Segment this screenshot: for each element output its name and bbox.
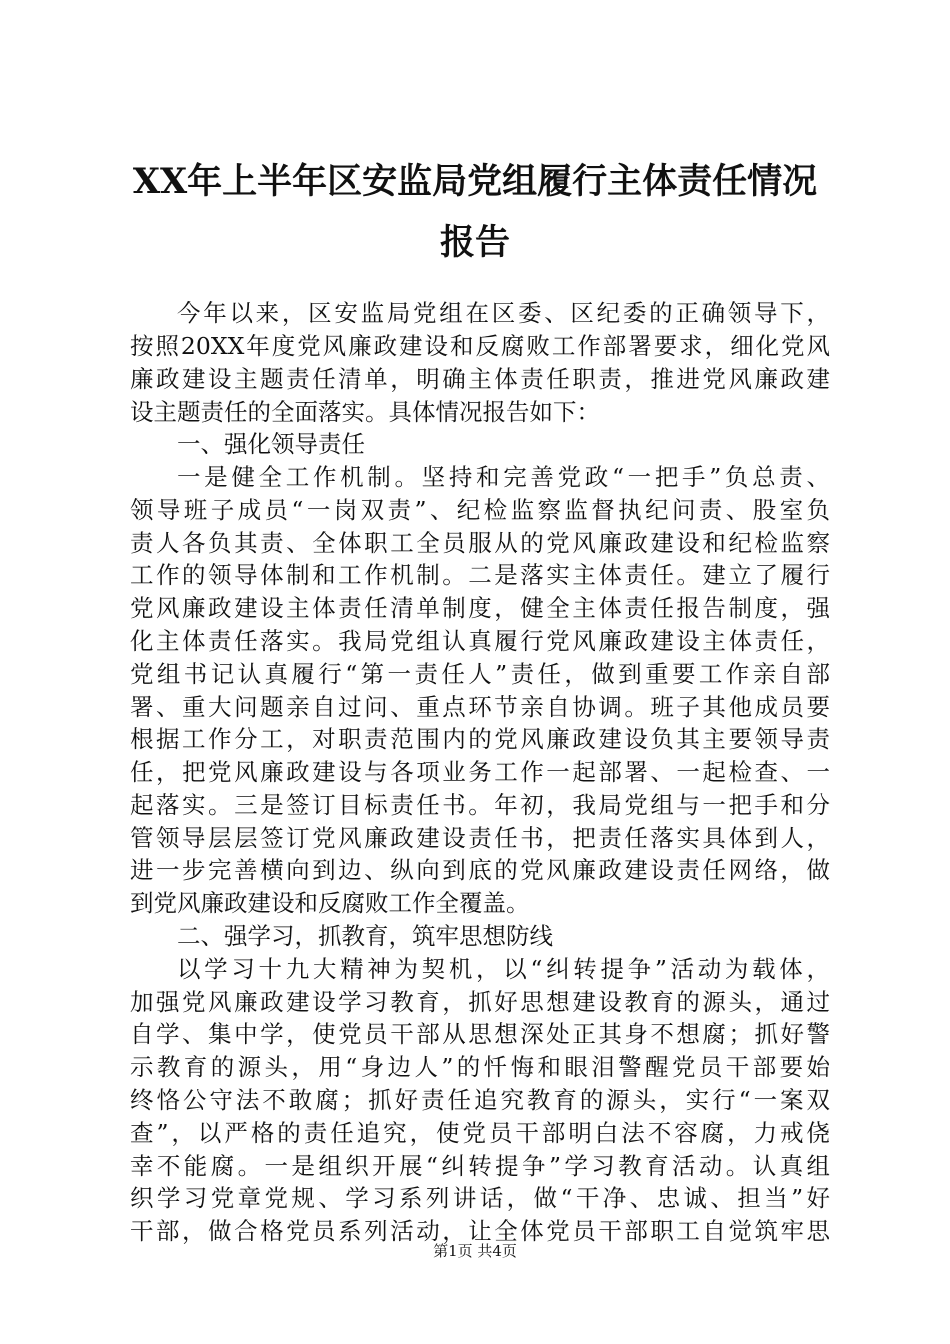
body-line: 自学、集中学，使党员干部从思想深处正其身不想腐；抓好警	[130, 1020, 830, 1048]
body-line: 领导班子成员“一岗双责”、纪检监察监督执纪问责、股室负	[130, 496, 830, 524]
section-heading: 二、强学习，抓教育，筑牢思想防线	[177, 922, 553, 950]
body-line: 到党风廉政建设和反腐败工作全覆盖。	[130, 889, 530, 917]
body-line: 工作的领导体制和工作机制。二是落实主体责任。建立了履行	[130, 561, 830, 589]
body-line: 设主题责任的全面落实。具体情况报告如下：	[130, 398, 600, 426]
body-line: 查”，以严格的责任追究，使党员干部明白法不容腐，力戒侥	[130, 1119, 830, 1147]
section-heading: 一、强化领导责任	[177, 430, 365, 458]
body-line: 示教育的源头，用“身边人”的忏悔和眼泪警醒党员干部要始	[130, 1053, 830, 1081]
body-line: 加强党风廉政建设学习教育，抓好思想建设教育的源头，通过	[130, 988, 830, 1016]
body-line: 一是健全工作机制。坚持和完善党政“一把手”负总责、	[177, 463, 830, 491]
body-line: 今年以来，区安监局党组在区委、区纪委的正确领导下，	[177, 299, 830, 327]
body-line: 干部，做合格党员系列活动，让全体党员干部职工自觉筑牢思	[130, 1217, 830, 1245]
body-line: 党风廉政建设主体责任清单制度，健全主体责任报告制度，强	[130, 594, 830, 622]
body-line: 以学习十九大精神为契机，以“纠转提争”活动为载体，	[177, 955, 830, 983]
body-line: 幸不能腐。一是组织开展“纠转提争”学习教育活动。认真组	[130, 1152, 830, 1180]
body-line: 进一步完善横向到边、纵向到底的党风廉政建设责任网络，做	[130, 856, 830, 884]
body-line: 化主体责任落实。我局党组认真履行党风廉政建设主体责任，	[130, 627, 830, 655]
body-line: 管领导层层签订党风廉政建设责任书，把责任落实具体到人，	[130, 824, 830, 852]
body-line: 党组书记认真履行“第一责任人”责任，做到重要工作亲自部	[130, 660, 830, 688]
body-line: 根据工作分工，对职责范围内的党风廉政建设负其主要领导责	[130, 725, 830, 753]
body-line: 起落实。三是签订目标责任书。年初，我局党组与一把手和分	[130, 791, 830, 819]
body-line: 任，把党风廉政建设与各项业务工作一起部署、一起检查、一	[130, 758, 830, 786]
body-line: 责人各负其责、全体职工全员服从的党风廉政建设和纪检监察	[130, 529, 830, 557]
document-title-line-2: 报告	[439, 222, 510, 263]
body-line: 按照20XX年度党风廉政建设和反腐败工作部署要求，细化党风	[130, 332, 830, 360]
document-title-line-1: XX年上半年区安监局党组履行主体责任情况	[132, 161, 818, 202]
body-line: 署、重大问题亲自过问、重点环节亲自协调。班子其他成员要	[130, 693, 830, 721]
body-line: 廉政建设主题责任清单，明确主体责任职责，推进党风廉政建	[130, 365, 830, 393]
page-number-footer: 第1页 共4页	[433, 1242, 517, 1260]
body-line: 织学习党章党规、学习系列讲话，做“干净、忠诚、担当”好	[130, 1184, 830, 1212]
body-line: 终恪公守法不敢腐；抓好责任追究教育的源头，实行“一案双	[130, 1086, 830, 1114]
